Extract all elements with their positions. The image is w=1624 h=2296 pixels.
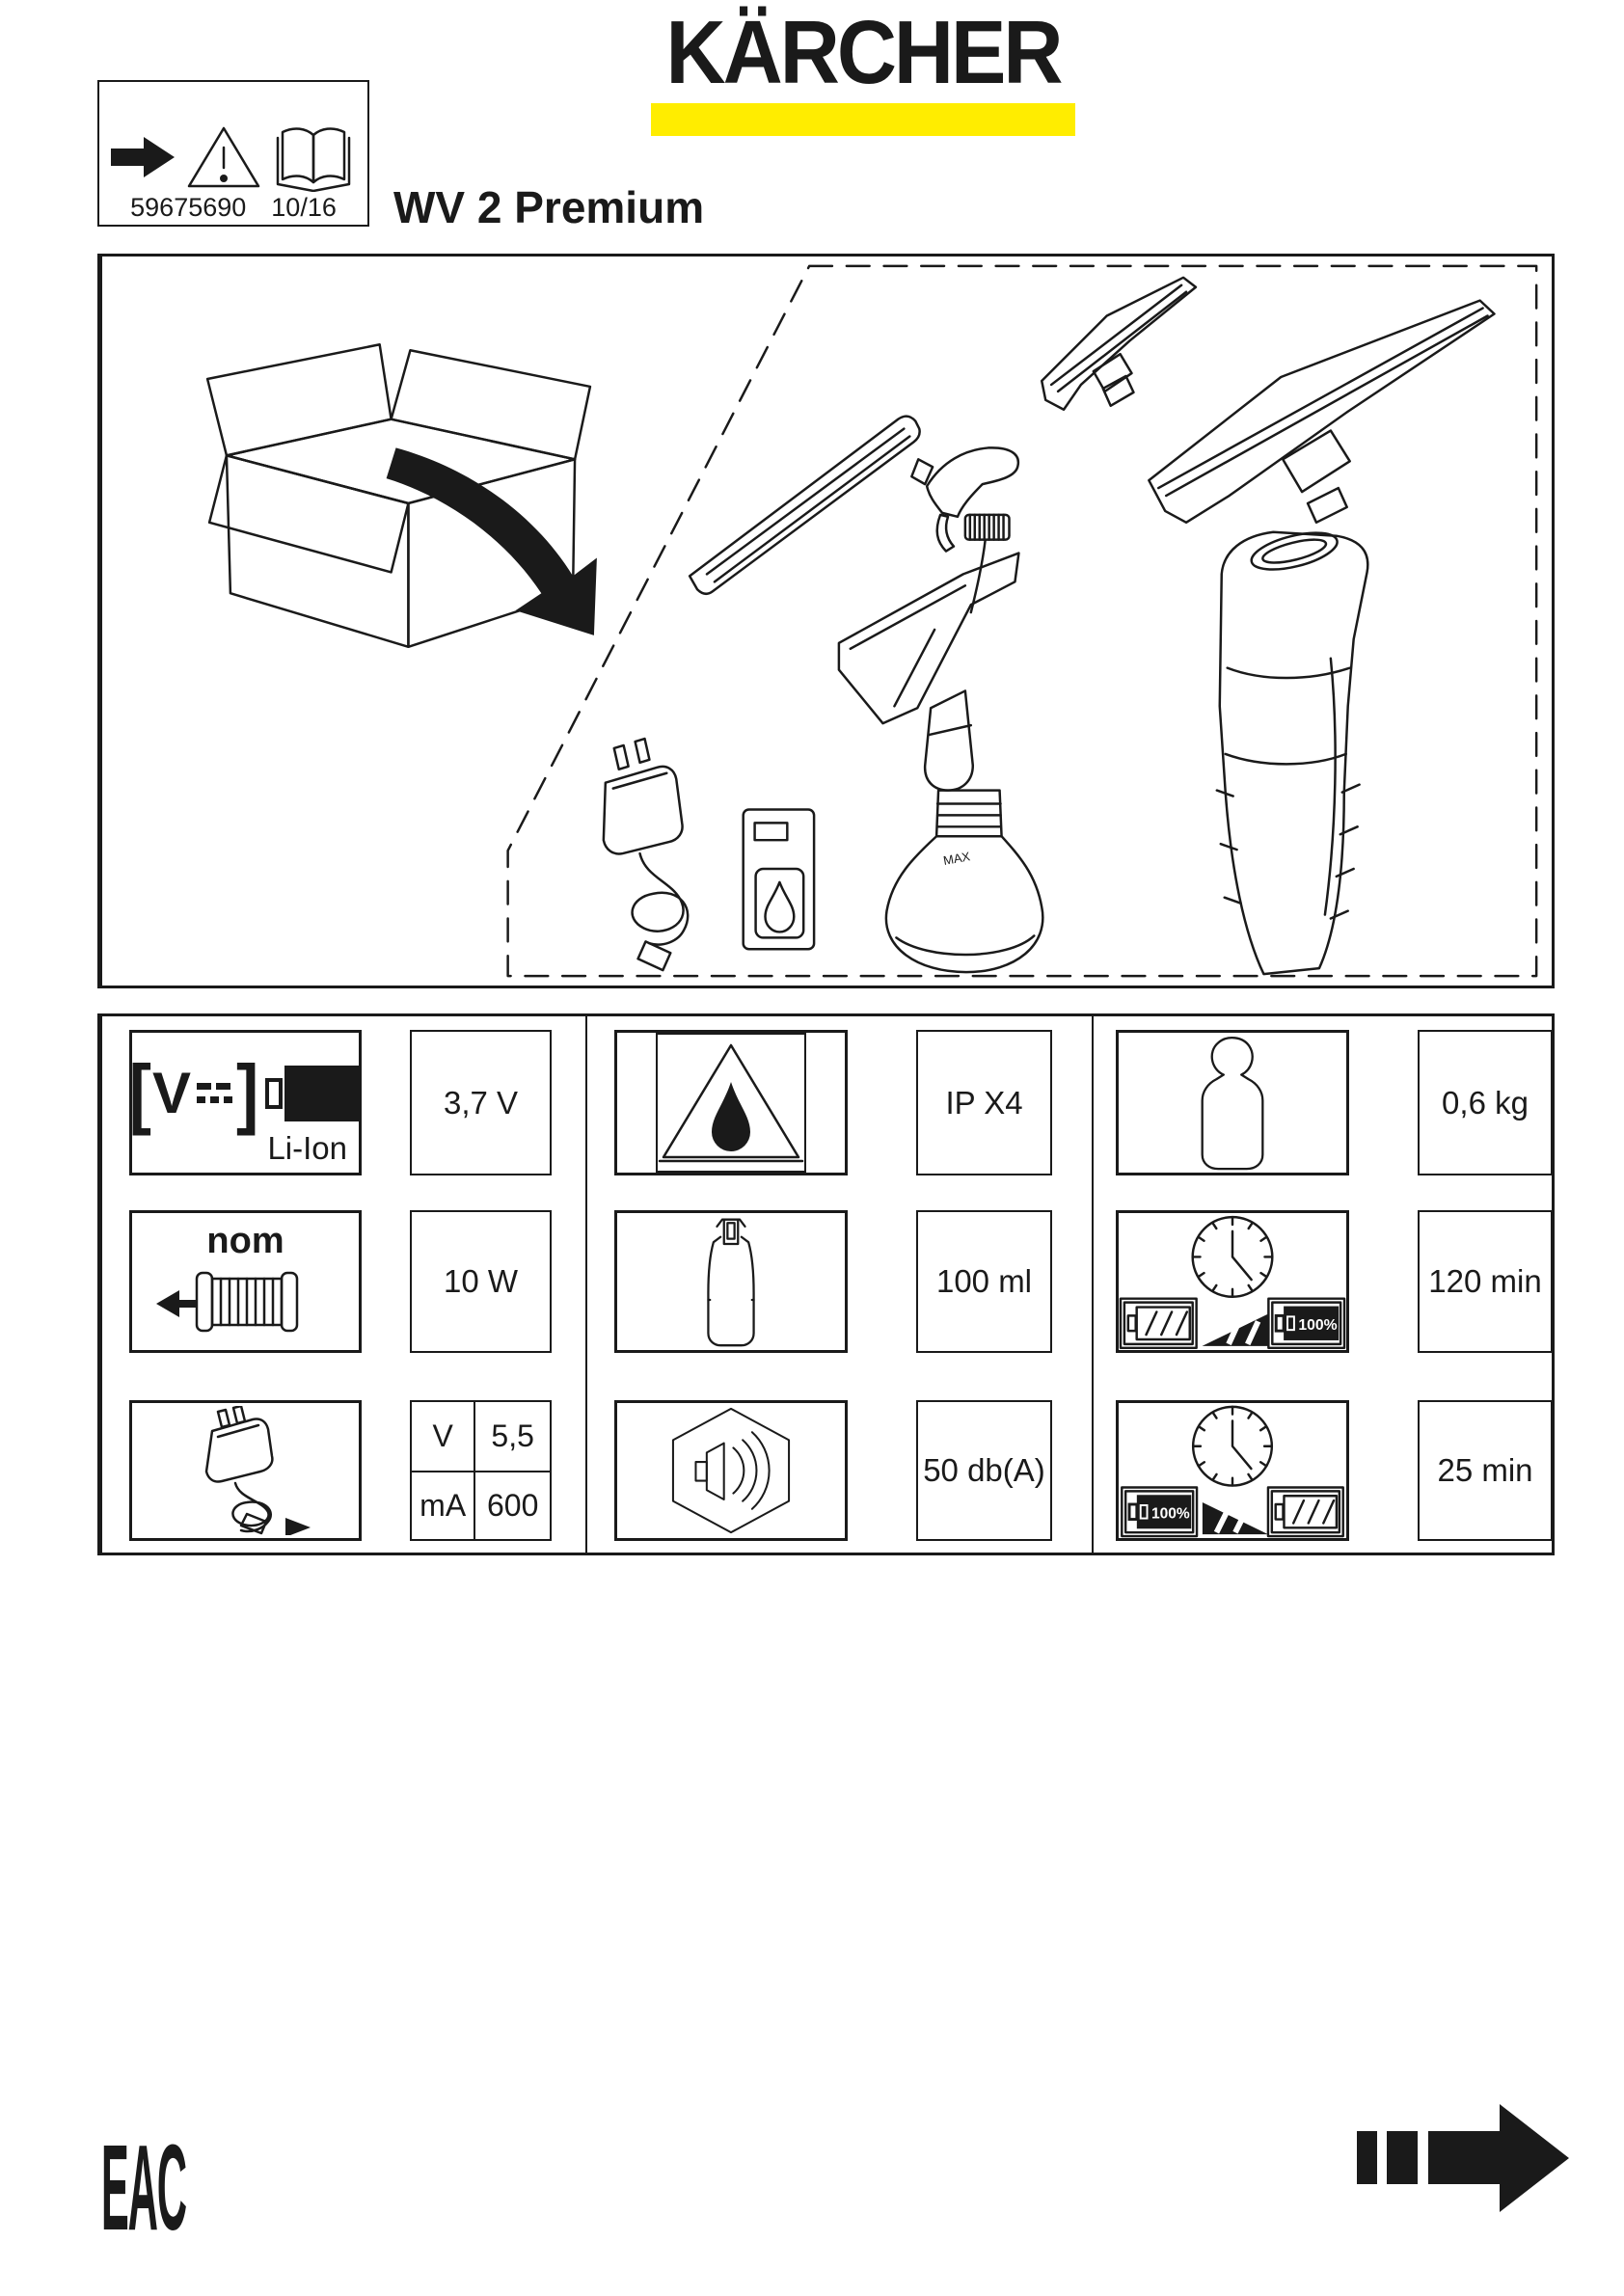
- arrow-right-icon: [111, 136, 176, 178]
- next-page-arrow-icon: [1357, 2104, 1569, 2212]
- page-title: WV 2 Premium: [393, 182, 705, 232]
- nom-label: nom: [206, 1221, 284, 1261]
- protection-cell: [614, 1030, 848, 1175]
- device-art: [1217, 526, 1368, 974]
- clock-battery-charging-icon: [1119, 1213, 1346, 1350]
- charger-art: [604, 739, 688, 970]
- charger-value-v: 5,5: [474, 1402, 550, 1471]
- sprayer-art: [839, 447, 1019, 790]
- li-ion-label: Li-Ion: [267, 1130, 347, 1166]
- charger-output-table: [410, 1400, 552, 1541]
- sound-cell: [614, 1400, 848, 1541]
- splash-warning-icon: [656, 1033, 806, 1173]
- part-info-box: [97, 80, 369, 227]
- next-page-arrow: [1357, 2104, 1569, 2217]
- table-divider: [585, 1016, 587, 1553]
- tank-cell: [614, 1210, 848, 1353]
- spare-blade-art: [690, 417, 920, 594]
- operating-time-cell: [1116, 1400, 1349, 1541]
- spec-table: [97, 1013, 1555, 1555]
- package-contents-illustration: [97, 254, 1555, 988]
- battery-100-label: 100%: [1150, 1505, 1190, 1523]
- battery-empty-icon: [1268, 1488, 1343, 1537]
- speaker-hexagon-icon: [663, 1404, 798, 1537]
- charging-time-cell: [1116, 1210, 1349, 1353]
- protection-value: IP X4: [916, 1030, 1052, 1175]
- charger-unit-ma: mA: [412, 1471, 474, 1539]
- open-book-icon: [271, 122, 356, 192]
- bottle-art: [886, 791, 1042, 973]
- sound-level-value: 50 db(A): [916, 1400, 1052, 1541]
- logo-yellow-bar: [651, 103, 1075, 136]
- charging-time-value: 120 min: [1418, 1210, 1553, 1353]
- operating-time-value: 25 min: [1418, 1400, 1553, 1541]
- clock-battery-discharging-icon: [1119, 1403, 1346, 1538]
- date-code: 10/16: [271, 193, 337, 222]
- charger-unit-v: V: [432, 1418, 453, 1453]
- sachet-art: [744, 809, 814, 949]
- weight-icon: [1179, 1036, 1286, 1171]
- charger-cell: [129, 1400, 362, 1541]
- weight-cell: [1116, 1030, 1349, 1175]
- battery-symbol-cell: [129, 1030, 362, 1175]
- table-divider: [1092, 1016, 1094, 1553]
- logo-text: KÄRCHER: [665, 2, 1061, 103]
- battery-100-label: 100%: [1298, 1317, 1338, 1335]
- warning-triangle-icon: [185, 124, 262, 190]
- bottle-max-label: MAX: [941, 849, 972, 868]
- small-head-art: [1042, 278, 1196, 410]
- large-head-art: [1149, 301, 1494, 523]
- tank-volume-value: 100 ml: [916, 1210, 1052, 1353]
- illustration-drawing: [102, 257, 1552, 986]
- karcher-logo: [648, 2, 1078, 103]
- rated-power-cell: [129, 1210, 362, 1353]
- rated-power-value: 10 W: [410, 1210, 552, 1353]
- tank-icon: [683, 1216, 779, 1347]
- battery-full-icon: [1268, 1299, 1344, 1348]
- charger-value-ma: 600: [474, 1471, 550, 1539]
- battery-voltage-value: 3,7 V: [410, 1030, 552, 1175]
- part-number: 59675690: [130, 193, 247, 222]
- battery-full-icon: [1122, 1488, 1197, 1537]
- battery-empty-icon: [1121, 1299, 1197, 1348]
- power-adapter-icon: [154, 1406, 338, 1535]
- motor-icon: [154, 1263, 338, 1340]
- eac-mark: [99, 2143, 192, 2240]
- eac-label: EAC: [100, 2143, 186, 2235]
- dashed-contents-outline: [508, 266, 1537, 976]
- battery-dc-icon: [ V ]: [129, 1063, 363, 1123]
- eac-mark-icon: [99, 2143, 192, 2235]
- info-box-icons: [99, 119, 367, 196]
- unpack-arrow-icon: [387, 447, 597, 635]
- weight-value: 0,6 kg: [1418, 1030, 1553, 1175]
